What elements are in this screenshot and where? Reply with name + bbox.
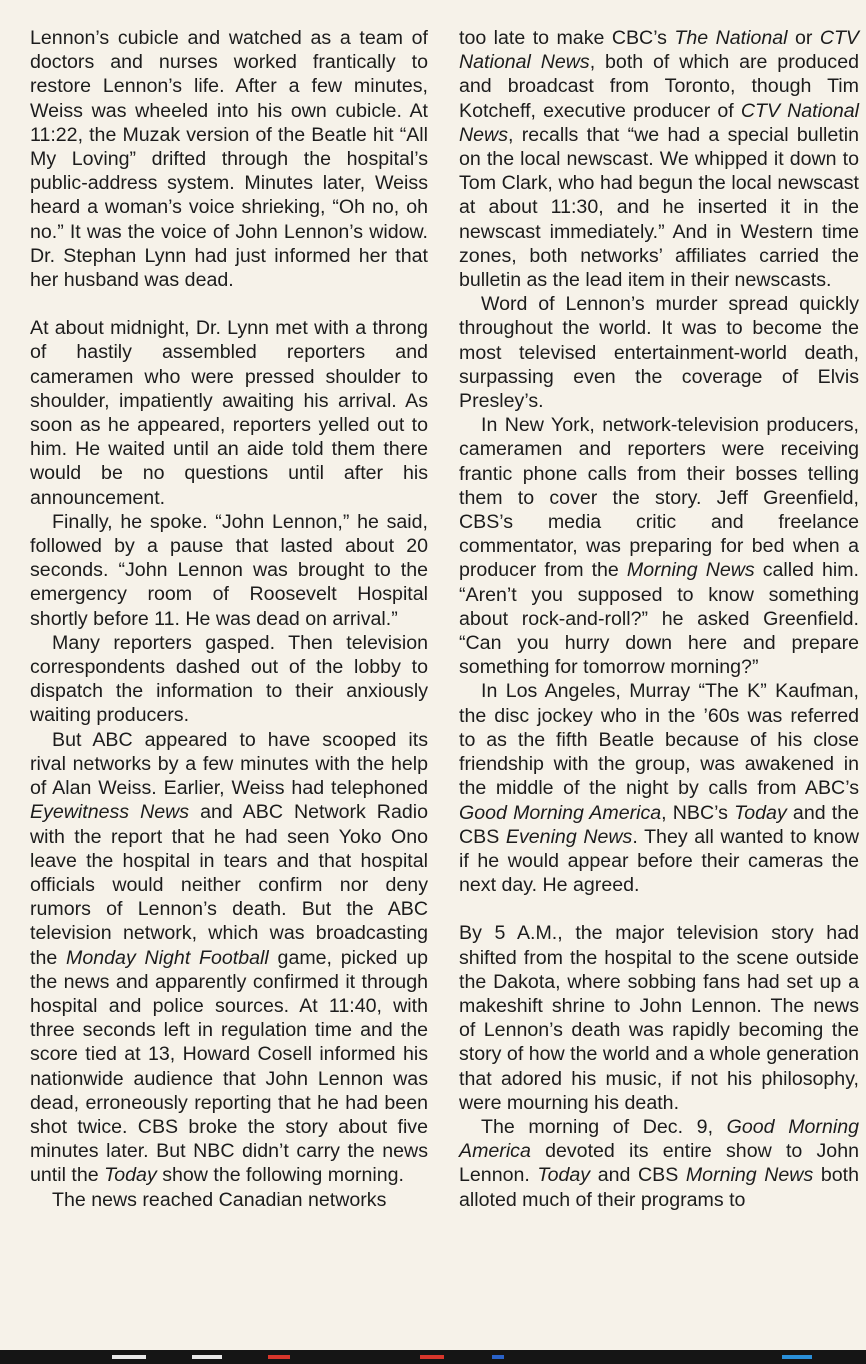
paragraph: At about midnight, Dr. Lynn met with a throng of hastily assembled reporters and cameramen who were pressed shoulder to shoulder, impatiently awaiting his arrival. As soon as he appeared, reporters yelled out to him. He waited until an aide told them there would be no questions until after his announcement. (30, 317, 428, 509)
paragraph: In Los Angeles, Murray “The K” Kaufman, the disc jockey who in the ’60s was referred to as the fifth Beatle because of his close friendship with the group, was awakened in the middle of the night by calls from ABC’s Good Morning America, NBC’s Today and the CBS Evening News. They all wanted to know if he would appear before their cameras the next day. He agreed. (459, 680, 859, 897)
edge-mark (268, 1355, 290, 1359)
right-column (459, 26, 859, 1212)
edge-mark (782, 1355, 812, 1359)
paragraph: too late to make CBC’s The National or CTV National News, both of which are produced and broadcast from Toronto, though Tim Kotcheff, executive producer of CTV National News, recalls that “we had a special bulletin on the local newscast. We whipped it down to Tom Clark, who had begun the local newscast at about 11:30, and he inserted it in the newscast immediately.” And in Western time zones, both networks’ affiliates carried the bulletin as the lead item in their newscasts. (459, 27, 860, 292)
edge-mark (492, 1355, 504, 1359)
paragraph: Many reporters gasped. Then television correspondents dashed out of the lobby to dispatch the information to their anxiously waiting producers. (30, 631, 428, 727)
paragraph: By 5 A.M., the major television story had shifted from the hospital to the scene outside the Dakota, where sobbing fans had set up a makeshift shrine to John Lennon. The news of Lennon’s death was rapidly becoming the story of how the world and a whole generation that adored his music, if not his philosophy, were mourning his death. (459, 922, 859, 1114)
paragraph: In New York, network-television producers, cameramen and reporters were receiving frantic phone calls from their bosses telling them to cover the story. Jeff Greenfield, CBS’s media critic and freelance commentator, was preparing for bed when a producer from the Morning News called him. “Aren’t you supposed to know something about rock-and-roll?” he asked Greenfield. “Can you hurry down here and prepare something for tomorrow morning?” (459, 414, 859, 679)
paragraph: Finally, he spoke. “John Lennon,” he said, followed by a pause that lasted about 20 seconds. “John Lennon was brought to the emergency room of Roosevelt Hospital shortly before 11. He was dead on arrival.” (30, 510, 428, 630)
edge-mark (192, 1355, 222, 1359)
edge-mark (112, 1355, 146, 1359)
edge-mark (420, 1355, 444, 1359)
paragraph: Lennon’s cubicle and watched as a team of doctors and nurses worked frantically to restore Lennon’s life. After a few minutes, Weiss was wheeled into his own cubicle. At 11:22, the Muzak version of the Beatle hit “All My Loving” drifted through the hospital’s public-address system. Minutes later, Weiss heard a woman’s voice shrieking, “Oh no, oh no.” It was the voice of John Lennon’s widow. Dr. Stephan Lynn had just informed her that her husband was dead. (30, 27, 428, 292)
paragraph: The news reached Canadian networks (52, 1188, 387, 1211)
scan-edge-bar (0, 1350, 866, 1364)
left-column (30, 26, 428, 1212)
paragraph: Word of Lennon’s murder spread quickly throughout the world. It was to become the most televised entertainment-world death, surpassing even the coverage of Elvis Presley’s. (459, 293, 859, 413)
paragraph: The morning of Dec. 9, Good Morning America devoted its entire show to John Lennon. Today and CBS Morning News both alloted much of their programs to (459, 1115, 859, 1211)
paragraph: But ABC appeared to have scooped its rival networks by a few minutes with the help of Alan Weiss. Earlier, Weiss had telephoned Eyewitness News and ABC Network Radio with the report that he had seen Yoko Ono leave the hospital in tears and that hospital officials would neither confirm nor deny rumors of Lennon’s death. But the ABC television network, which was broadcasting the Monday Night Football game, picked up the news and apparently confirmed it through hospital and police sources. At 11:40, with three seconds left in regulation time and the score tied at 13, Howard Cosell informed his nationwide audience that John Lennon was dead, erroneously reporting that he had been shot twice. CBS broke the story about five minutes later. But NBC didn’t carry the news until the Today show the following morning. (30, 728, 429, 1187)
